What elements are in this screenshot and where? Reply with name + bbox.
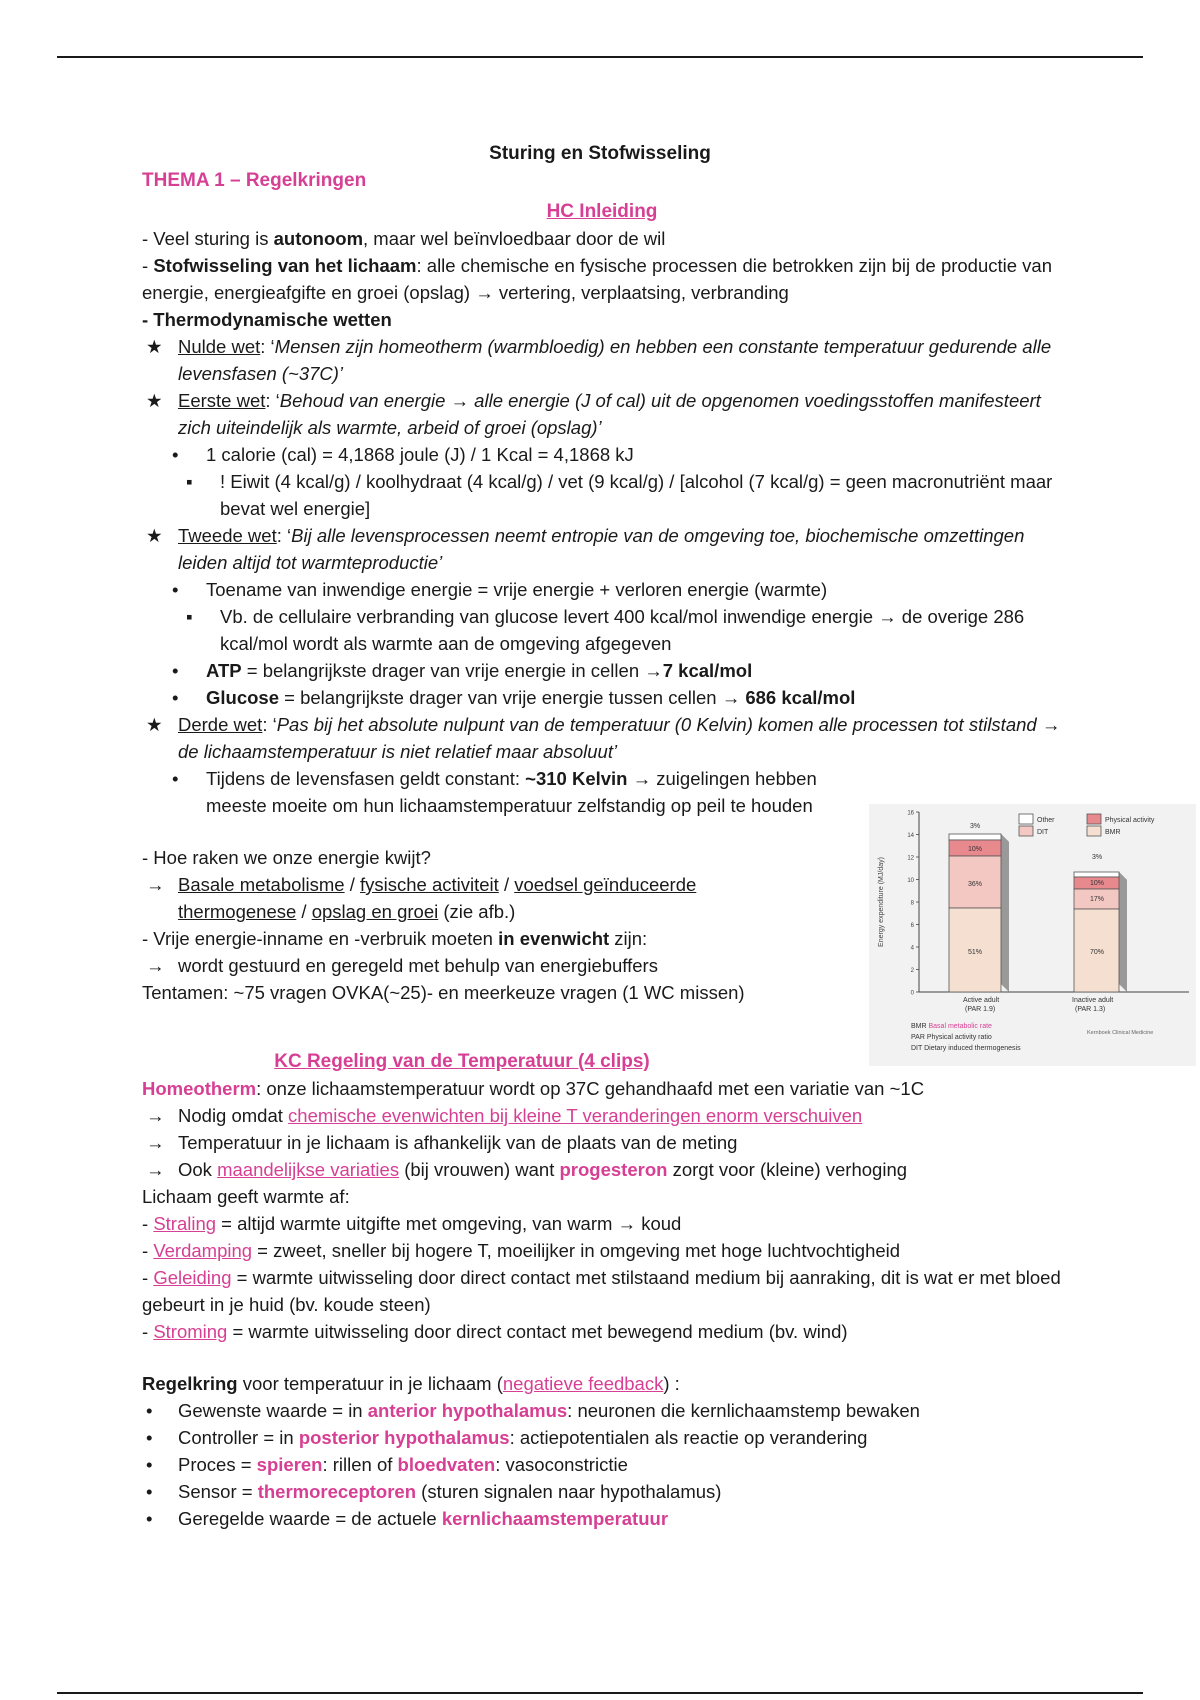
- y-tick-label: 10: [907, 878, 914, 884]
- hc-heading: HC Inleiding: [546, 201, 658, 222]
- legend-dit-label: DIT: [1037, 829, 1049, 836]
- star-icon: ★: [146, 390, 163, 411]
- arrow-icon: →: [146, 1105, 165, 1126]
- list-item: • 1 calorie (cal) = 4,1868 joule (J) / 1 Kcal = 4,1868 kJ: [142, 441, 1062, 468]
- bar1-pa-label: 10%: [967, 846, 983, 853]
- bar2-bmr-label: 70%: [1089, 949, 1105, 956]
- figure-source: Kernboek Clinical Medicine: [1087, 1030, 1154, 1036]
- list-item: - Geleiding = warmte uitwisseling door direct contact met stilstaand medium bij aanraking, dit is wat er met bloed gebeurt in je huid (bv. koude steen): [142, 1267, 1061, 1315]
- bullet-icon: •: [172, 768, 179, 789]
- paragraph: Tentamen: ~75 vragen OVKA(~25)- en meerkeuze vragen (1 WC missen): [142, 982, 745, 1003]
- paragraph: - Hoe raken we onze energie kwijt?: [142, 847, 431, 868]
- legend-dit-swatch: [1019, 826, 1033, 836]
- list-item: ★ Nulde wet: ‘Mensen zijn homeotherm (warmbloedig) en hebben een constante temperatuur gedurende alle levensfasen (~37C)’: [142, 333, 1062, 387]
- list-item: • Geregelde waarde = de actuele kernlichaamstemperatuur: [142, 1505, 1062, 1532]
- arrow-icon: →: [146, 1159, 165, 1180]
- bullet-icon: •: [172, 687, 179, 708]
- bullet-icon: •: [172, 660, 179, 681]
- bullet-icon: •: [146, 1427, 153, 1448]
- list-item: • Glucose = belangrijkste drager van vrije energie tussen cellen → 686 kcal/mol: [142, 684, 1062, 711]
- figure-note-par: PAR Physical activity ratio: [911, 1034, 992, 1041]
- legend-activity-label: Physical activity: [1105, 817, 1155, 824]
- y-tick-label: 8: [910, 900, 914, 907]
- paragraph: Homeotherm: onze lichaamstemperatuur wordt op 37C gehandhaafd met een variatie van ~1C: [142, 1078, 925, 1099]
- list-item: • ATP = belangrijkste drager van vrije energie in cellen →7 kcal/mol: [142, 657, 1062, 684]
- figure-note-bmr: BMR Basal metabolic rate: [911, 1023, 992, 1030]
- y-tick-label: 0: [910, 990, 914, 997]
- kc-heading: KC Regeling van de Temperatuur (4 clips): [274, 1051, 650, 1072]
- bullet-icon: •: [146, 1400, 153, 1421]
- paragraph: Regelkring voor temperatuur in je lichaam (negatieve feedback) :: [142, 1373, 680, 1394]
- list-item: ▪ ! Eiwit (4 kcal/g) / koolhydraat (4 kcal/g) / vet (9 kcal/g) / [alcohol (7 kcal/g) = geen macronutriënt maar bevat wel energie]: [142, 468, 1062, 522]
- bar2-dit-label: 17%: [1089, 896, 1105, 903]
- list-item: - Verdamping = zweet, sneller bij hogere T, moeilijker in omgeving met hoge luchtvochtigheid: [142, 1240, 901, 1261]
- energy-chart: [869, 804, 1196, 1066]
- list-item: • Tijdens de levensfasen geldt constant: ~310 Kelvin → zuigelingen hebben meeste moeite om hun lichaamstemperatuur zelfstandig op peil te houden: [142, 765, 846, 819]
- paragraph: - Vrije energie-inname en -verbruik moeten in evenwicht zijn:: [142, 928, 648, 949]
- bar1-category-label: Active adult: [963, 997, 1000, 1004]
- bar1-dit-label: 36%: [967, 881, 983, 888]
- y-tick-label: 4: [910, 945, 914, 952]
- y-tick-label: 6: [910, 923, 914, 929]
- list-item: → Nodig omdat chemische evenwichten bij kleine T veranderingen enorm verschuiven: [142, 1102, 1062, 1129]
- list-item: • Proces = spieren: rillen of bloedvaten: vasoconstrictie: [142, 1451, 1062, 1478]
- y-tick-label: 2: [910, 968, 914, 974]
- list-item: ★ Tweede wet: ‘Bij alle levensprocessen neemt entropie van de omgeving toe, biochemische omzettingen leiden altijd tot warmteproductie’: [142, 522, 1062, 576]
- star-icon: ★: [146, 336, 163, 357]
- square-bullet-icon: ▪: [186, 606, 193, 627]
- arrow-icon: →: [146, 955, 165, 976]
- bar1-top-label: 3%: [969, 823, 981, 830]
- list-item: ★ Eerste wet: ‘Behoud van energie → alle energie (J of cal) uit de opgenomen voedingsstoffen manifesteert zich uiteindelijk als warmte, arbeid of groei (opslag)’: [142, 387, 1062, 441]
- bar2-category-label: Inactive adult: [1072, 997, 1114, 1004]
- list-item: - Straling = altijd warmte uitgifte met omgeving, van warm → koud: [142, 1213, 682, 1234]
- bar1-category-sub: (PAR 1.9): [965, 1006, 996, 1013]
- list-item: → Ook maandelijkse variaties (bij vrouwen) want progesteron zorgt voor (kleine) verhoging: [142, 1156, 1062, 1183]
- energy-expenditure-figure: [869, 804, 1196, 1066]
- list-item: • Sensor = thermoreceptoren (sturen signalen naar hypothalamus): [142, 1478, 1062, 1505]
- bar2-top-label: 3%: [1091, 854, 1103, 861]
- arrow-icon: →: [146, 1132, 165, 1153]
- bullet-icon: •: [172, 444, 179, 465]
- bar1-other-segment: [949, 834, 1001, 840]
- bottom-rule: [57, 1692, 1143, 1694]
- legend-other-swatch: [1019, 814, 1033, 824]
- legend-bmr-label: BMR: [1105, 829, 1121, 836]
- legend-other-label: Other: [1037, 817, 1055, 824]
- bar2-pa-label: 10%: [1089, 880, 1105, 887]
- bar2-other-segment: [1074, 872, 1119, 877]
- inline-link: chemische evenwichten bij kleine T veranderingen enorm verschuiven: [288, 1105, 863, 1126]
- top-rule: [57, 56, 1143, 58]
- list-item: ★ Derde wet: ‘Pas bij het absolute nulpunt van de temperatuur (0 Kelvin) komen alle processen tot stilstand → de lichaamstemperatuur is niet relatief maar absoluut’: [142, 711, 1062, 765]
- y-tick-label: 16: [907, 810, 914, 817]
- list-item: • Toename van inwendige energie = vrije energie + verloren energie (warmte): [142, 576, 1062, 603]
- figure-note-dit: DIT Dietary induced thermogenesis: [911, 1045, 1021, 1052]
- bar2-category-sub: (PAR 1.3): [1075, 1006, 1106, 1013]
- y-tick-label: 12: [907, 855, 914, 862]
- paragraph: - Veel sturing is autonoom, maar wel beïnvloedbaar door de wil: [142, 228, 666, 249]
- list-item: → Basale metabolisme / fysische activiteit / voedsel geïnduceerde thermogenese / opslag en groei (zie afb.): [142, 871, 778, 925]
- arrow-icon: →: [146, 874, 165, 895]
- bullet-icon: •: [146, 1508, 153, 1529]
- list-item: → Temperatuur in je lichaam is afhankelijk van de plaats van de meting: [142, 1129, 1062, 1156]
- subheading: - Thermodynamische wetten: [142, 309, 392, 330]
- bullet-icon: •: [172, 579, 179, 600]
- bullet-icon: •: [146, 1481, 153, 1502]
- list-item: • Gewenste waarde = in anterior hypothalamus: neuronen die kernlichaamstemp bewaken: [142, 1397, 1062, 1424]
- list-item: • Controller = in posterior hypothalamus: actiepotentialen als reactie op verandering: [142, 1424, 1062, 1451]
- square-bullet-icon: ▪: [186, 471, 193, 492]
- legend-bmr-swatch: [1087, 826, 1101, 836]
- bar1-bmr-label: 51%: [967, 949, 983, 956]
- y-axis-label: Energy expenditure (MJ/day): [878, 857, 885, 947]
- star-icon: ★: [146, 714, 163, 735]
- bar2-side: [1119, 872, 1127, 992]
- document-title: Sturing en Stofwisseling: [489, 143, 711, 164]
- kc-section: [142, 1048, 1062, 1532]
- list-item: → wordt gestuurd en geregeld met behulp van energiebuffers: [142, 952, 1062, 979]
- list-item: - Stroming = warmte uitwisseling door direct contact met bewegend medium (bv. wind): [142, 1321, 848, 1342]
- star-icon: ★: [146, 525, 163, 546]
- paragraph: - Stofwisseling van het lichaam: alle chemische en fysische processen die betrokken zijn bij de productie van energie, energieafgifte en groei (opslag) → vertering, verplaatsing, verbranding: [142, 255, 1053, 303]
- list-item: ▪ Vb. de cellulaire verbranding van glucose levert 400 kcal/mol inwendige energie → de overige 286 kcal/mol wordt als warmte aan de omgeving afgegeven: [142, 603, 1062, 657]
- paragraph: Lichaam geeft warmte af:: [142, 1186, 350, 1207]
- bullet-icon: •: [146, 1454, 153, 1475]
- legend-activity-swatch: [1087, 814, 1101, 824]
- theme-heading: THEMA 1 – Regelkringen: [142, 170, 367, 191]
- bar1-side: [1001, 834, 1009, 992]
- y-tick-label: 14: [907, 833, 914, 839]
